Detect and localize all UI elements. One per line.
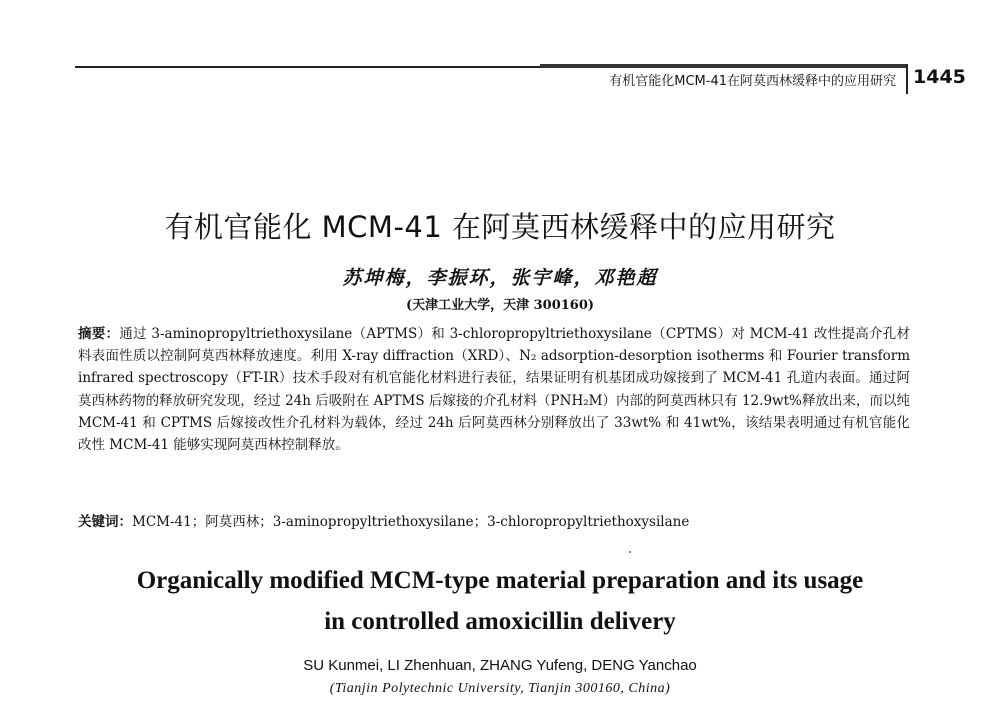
paper-title-en bbox=[0, 560, 1000, 642]
header-rule-thick bbox=[540, 64, 907, 68]
authors-en: SU Kunmei, LI Zhenhuan, ZHANG Yufeng, DENG Yanchao bbox=[303, 657, 697, 674]
paper-title-en-line2: in controlled amoxicillin delivery bbox=[324, 608, 676, 635]
keywords-text: MCM-41；阿莫西林；3-aminopropyltriethoxysilane；3-chloropropyltriethoxysilane bbox=[132, 514, 690, 530]
paper-title-zh: 有机官能化 MCM-41 在阿莫西林缓释中的应用研究 bbox=[164, 210, 836, 244]
authors-zh: 苏坤梅，李振环，张宇峰，邓艳超 bbox=[342, 267, 658, 289]
keywords-zh bbox=[78, 510, 910, 530]
affiliation-zh: (天津工业大学，天津 300160) bbox=[405, 298, 595, 313]
paper-title-en-line1: Organically modified MCM-type material preparation and its usage bbox=[136, 567, 864, 594]
header-divider bbox=[906, 64, 908, 94]
abstract-text: 通过 3-aminopropyltriethoxysilane（APTMS）和 3-chloropropyltriethoxysilane（CPTMS）对 MCM-41 改性提高介孔材料表面性质以控制阿莫西林释放速度。利用 X-ray diffraction（XRD）、N₂ adsorption-desorption isotherms 和 Fourier transform infrared spectroscopy（FT-IR）技术手段对有机官能化材料进行表征，结果证明有机基团成功嫁接到了 MCM-41 孔道内表面。通过阿莫西林药物的释放研究发现，经过 24h 后吸附在 APTMS 后嫁接的介孔材料（PNH₂M）内部的阿莫西林只有 12.9wt%释放出来，而以纯 MCM-41 和 CPTMS 后嫁接改性介孔材料为载体，经过 24h 后阿莫西林分别释放出了 33wt% 和 41wt%，该结果表明通过有机官能化改性 MCM-41 能够实现阿莫西林控制释放。 bbox=[78, 326, 911, 454]
keywords-label: 关键词： bbox=[78, 514, 132, 530]
abstract-label: 摘要： bbox=[78, 326, 120, 342]
abstract-zh bbox=[78, 323, 910, 456]
affiliation-en: (Tianjin Polytechnic University, Tianjin 300160, China) bbox=[329, 681, 671, 696]
running-title: 有机官能化MCM-41在阿莫西林缓释中的应用研究 bbox=[609, 74, 896, 89]
page-number: 1445 bbox=[913, 66, 966, 88]
scan-speck bbox=[629, 551, 631, 553]
